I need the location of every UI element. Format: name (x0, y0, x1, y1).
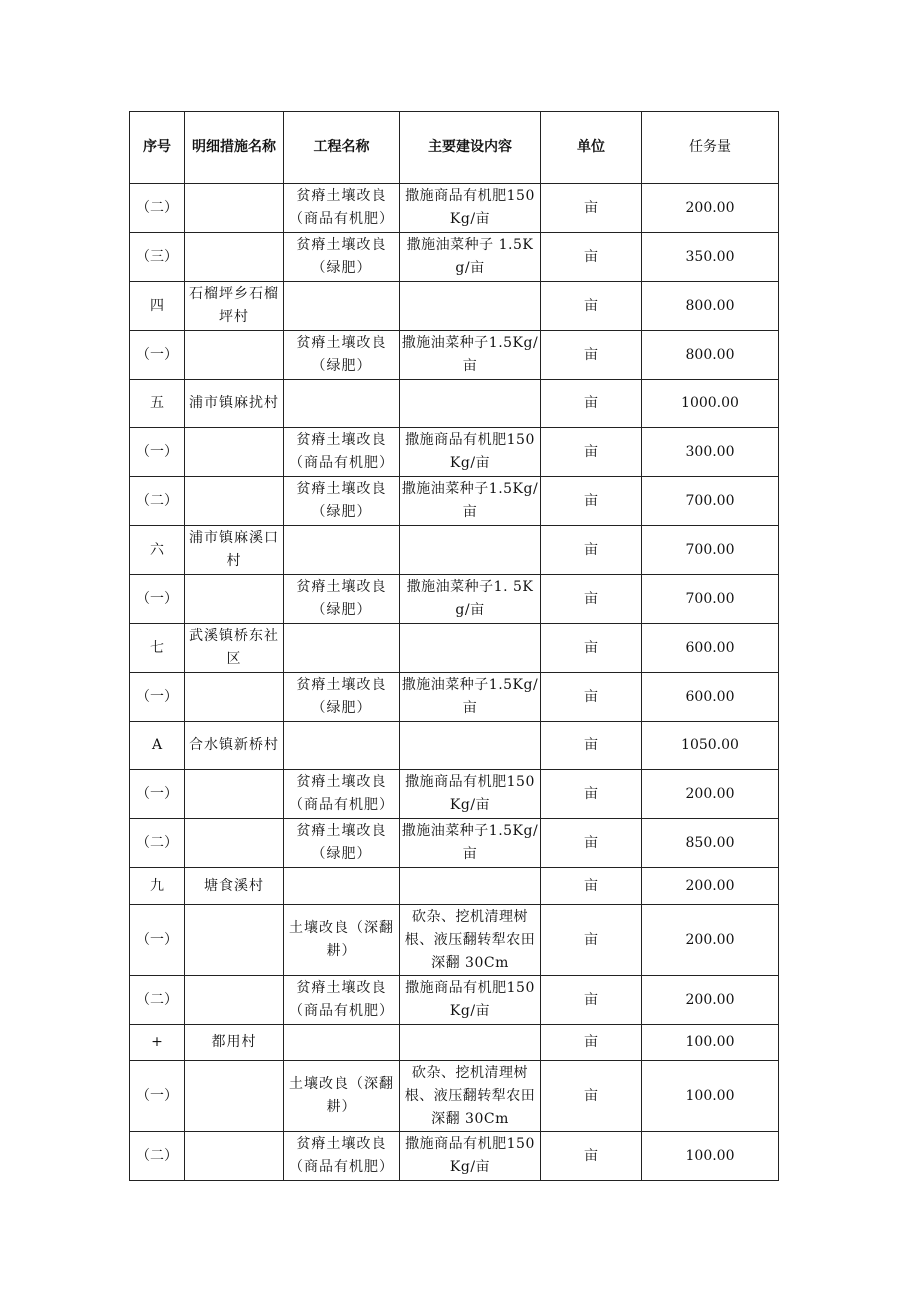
cell-unit: 亩 (541, 331, 642, 380)
table-row (130, 575, 779, 624)
cell-content (400, 624, 541, 673)
cell-measure (185, 673, 284, 722)
measures-table (129, 111, 779, 1181)
cell-project (284, 526, 400, 575)
cell-measure: 合水镇新桥村 (185, 722, 284, 770)
cell-project: 贫瘠土壤改良（商品有机肥） (284, 184, 400, 233)
header-unit: 单位 (541, 112, 642, 184)
cell-quantity: 1000.00 (642, 380, 779, 428)
cell-quantity: 200.00 (642, 184, 779, 233)
cell-project: 土壤改良（深翻耕） (284, 905, 400, 976)
table-row (130, 477, 779, 526)
cell-seq: 九 (130, 868, 185, 905)
cell-seq: （二） (130, 477, 185, 526)
cell-quantity: 100.00 (642, 1132, 779, 1181)
table-row (130, 282, 779, 331)
cell-project (284, 722, 400, 770)
cell-quantity: 100.00 (642, 1025, 779, 1061)
cell-unit: 亩 (541, 976, 642, 1025)
cell-content: 撒施油菜种子1.5Kg/亩 (400, 673, 541, 722)
cell-content: 砍杂、挖机清理树根、液压翻转犁农田深翻 30Cm (400, 1061, 541, 1132)
cell-measure (185, 477, 284, 526)
cell-measure (185, 770, 284, 819)
table-row (130, 868, 779, 905)
cell-quantity: 100.00 (642, 1061, 779, 1132)
cell-quantity: 200.00 (642, 905, 779, 976)
cell-content: 撒施油菜种子1.5Kg/亩 (400, 819, 541, 868)
cell-measure: 都用村 (185, 1025, 284, 1061)
cell-quantity: 600.00 (642, 624, 779, 673)
cell-seq: （一） (130, 331, 185, 380)
cell-seq: （三） (130, 233, 185, 282)
cell-content: 砍杂、挖机清理树根、液压翻转犁农田深翻 30Cm (400, 905, 541, 976)
table-row (130, 380, 779, 428)
cell-seq: 四 (130, 282, 185, 331)
table-row (130, 331, 779, 380)
header-seq: 序号 (130, 112, 185, 184)
cell-unit: 亩 (541, 1025, 642, 1061)
cell-measure: 武溪镇桥东社区 (185, 624, 284, 673)
cell-measure (185, 1061, 284, 1132)
cell-seq: （二） (130, 819, 185, 868)
cell-seq: （一） (130, 428, 185, 477)
cell-quantity: 800.00 (642, 331, 779, 380)
cell-content: 撒施油菜种子1. 5Kg/亩 (400, 575, 541, 624)
cell-unit: 亩 (541, 868, 642, 905)
cell-unit: 亩 (541, 282, 642, 331)
cell-project: 贫瘠土壤改良（绿肥） (284, 575, 400, 624)
cell-unit: 亩 (541, 722, 642, 770)
cell-content (400, 722, 541, 770)
cell-measure (185, 575, 284, 624)
cell-quantity: 300.00 (642, 428, 779, 477)
table-row (130, 233, 779, 282)
cell-unit: 亩 (541, 477, 642, 526)
cell-quantity: 850.00 (642, 819, 779, 868)
cell-unit: 亩 (541, 380, 642, 428)
cell-seq: 六 (130, 526, 185, 575)
cell-seq: （一） (130, 1061, 185, 1132)
cell-seq: （一） (130, 905, 185, 976)
cell-project: 贫瘠土壤改良（商品有机肥） (284, 770, 400, 819)
cell-project: 贫瘠土壤改良（商品有机肥） (284, 1132, 400, 1181)
cell-unit: 亩 (541, 1132, 642, 1181)
header-row (130, 112, 779, 184)
cell-measure (185, 184, 284, 233)
cell-measure (185, 976, 284, 1025)
cell-content: 撒施商品有机肥150Kg/亩 (400, 976, 541, 1025)
cell-unit: 亩 (541, 905, 642, 976)
cell-seq: （一） (130, 575, 185, 624)
table-row (130, 184, 779, 233)
cell-project: 贫瘠土壤改良（绿肥） (284, 673, 400, 722)
cell-project (284, 624, 400, 673)
cell-content: 撒施油菜种子1.5Kg/亩 (400, 331, 541, 380)
cell-measure (185, 819, 284, 868)
table-row (130, 624, 779, 673)
cell-quantity: 350.00 (642, 233, 779, 282)
cell-quantity: 700.00 (642, 575, 779, 624)
cell-measure: 石榴坪乡石榴坪村 (185, 282, 284, 331)
header-content: 主要建设内容 (400, 112, 541, 184)
cell-content (400, 282, 541, 331)
cell-unit: 亩 (541, 233, 642, 282)
cell-quantity: 700.00 (642, 477, 779, 526)
cell-seq: 五 (130, 380, 185, 428)
cell-unit: 亩 (541, 819, 642, 868)
cell-seq: A (130, 722, 185, 770)
table-row (130, 1061, 779, 1132)
cell-content: 撒施商品有机肥150Kg/亩 (400, 1132, 541, 1181)
cell-project: 贫瘠土壤改良（绿肥） (284, 819, 400, 868)
cell-project (284, 868, 400, 905)
table-row (130, 976, 779, 1025)
cell-quantity: 800.00 (642, 282, 779, 331)
cell-seq: + (130, 1025, 185, 1061)
cell-unit: 亩 (541, 526, 642, 575)
table-row (130, 722, 779, 770)
cell-project: 贫瘠土壤改良（商品有机肥） (284, 976, 400, 1025)
cell-quantity: 600.00 (642, 673, 779, 722)
cell-unit: 亩 (541, 1061, 642, 1132)
cell-content: 撒施商品有机肥150Kg/亩 (400, 428, 541, 477)
cell-unit: 亩 (541, 770, 642, 819)
cell-content (400, 1025, 541, 1061)
cell-measure: 浦市镇麻扰村 (185, 380, 284, 428)
cell-content (400, 526, 541, 575)
cell-seq: 七 (130, 624, 185, 673)
table-row (130, 1025, 779, 1061)
table-row (130, 1132, 779, 1181)
table-row (130, 905, 779, 976)
cell-seq: （二） (130, 184, 185, 233)
cell-unit: 亩 (541, 184, 642, 233)
header-project: 工程名称 (284, 112, 400, 184)
table-body (130, 184, 779, 1181)
cell-measure (185, 1132, 284, 1181)
table-row (130, 819, 779, 868)
header-quantity: 任务量 (642, 112, 779, 184)
cell-measure (185, 233, 284, 282)
cell-project (284, 282, 400, 331)
cell-project: 贫瘠土壤改良（绿肥） (284, 331, 400, 380)
cell-seq: （一） (130, 673, 185, 722)
cell-project: 贫瘠土壤改良（绿肥） (284, 477, 400, 526)
table-row (130, 526, 779, 575)
header-measure: 明细措施名称 (185, 112, 284, 184)
cell-content: 撒施商品有机肥150Kg/亩 (400, 770, 541, 819)
cell-measure (185, 428, 284, 477)
table-row (130, 428, 779, 477)
cell-project: 贫瘠土壤改良（商品有机肥） (284, 428, 400, 477)
cell-seq: （一） (130, 770, 185, 819)
table-row (130, 673, 779, 722)
cell-content (400, 868, 541, 905)
cell-measure (185, 331, 284, 380)
cell-seq: （二） (130, 976, 185, 1025)
cell-unit: 亩 (541, 575, 642, 624)
cell-unit: 亩 (541, 428, 642, 477)
cell-unit: 亩 (541, 624, 642, 673)
table-row (130, 770, 779, 819)
cell-quantity: 200.00 (642, 770, 779, 819)
cell-quantity: 700.00 (642, 526, 779, 575)
cell-project: 土壤改良（深翻耕） (284, 1061, 400, 1132)
cell-seq: （二） (130, 1132, 185, 1181)
cell-quantity: 200.00 (642, 868, 779, 905)
cell-content: 撒施油菜种子 1.5Kg/亩 (400, 233, 541, 282)
cell-quantity: 1050.00 (642, 722, 779, 770)
cell-measure: 塘食溪村 (185, 868, 284, 905)
cell-project (284, 1025, 400, 1061)
cell-unit: 亩 (541, 673, 642, 722)
cell-measure: 浦市镇麻溪口村 (185, 526, 284, 575)
cell-content: 撒施油菜种子1.5Kg/亩 (400, 477, 541, 526)
cell-content: 撒施商品有机肥150Kg/亩 (400, 184, 541, 233)
cell-quantity: 200.00 (642, 976, 779, 1025)
cell-content (400, 380, 541, 428)
cell-measure (185, 905, 284, 976)
cell-project: 贫瘠土壤改良（绿肥） (284, 233, 400, 282)
cell-project (284, 380, 400, 428)
